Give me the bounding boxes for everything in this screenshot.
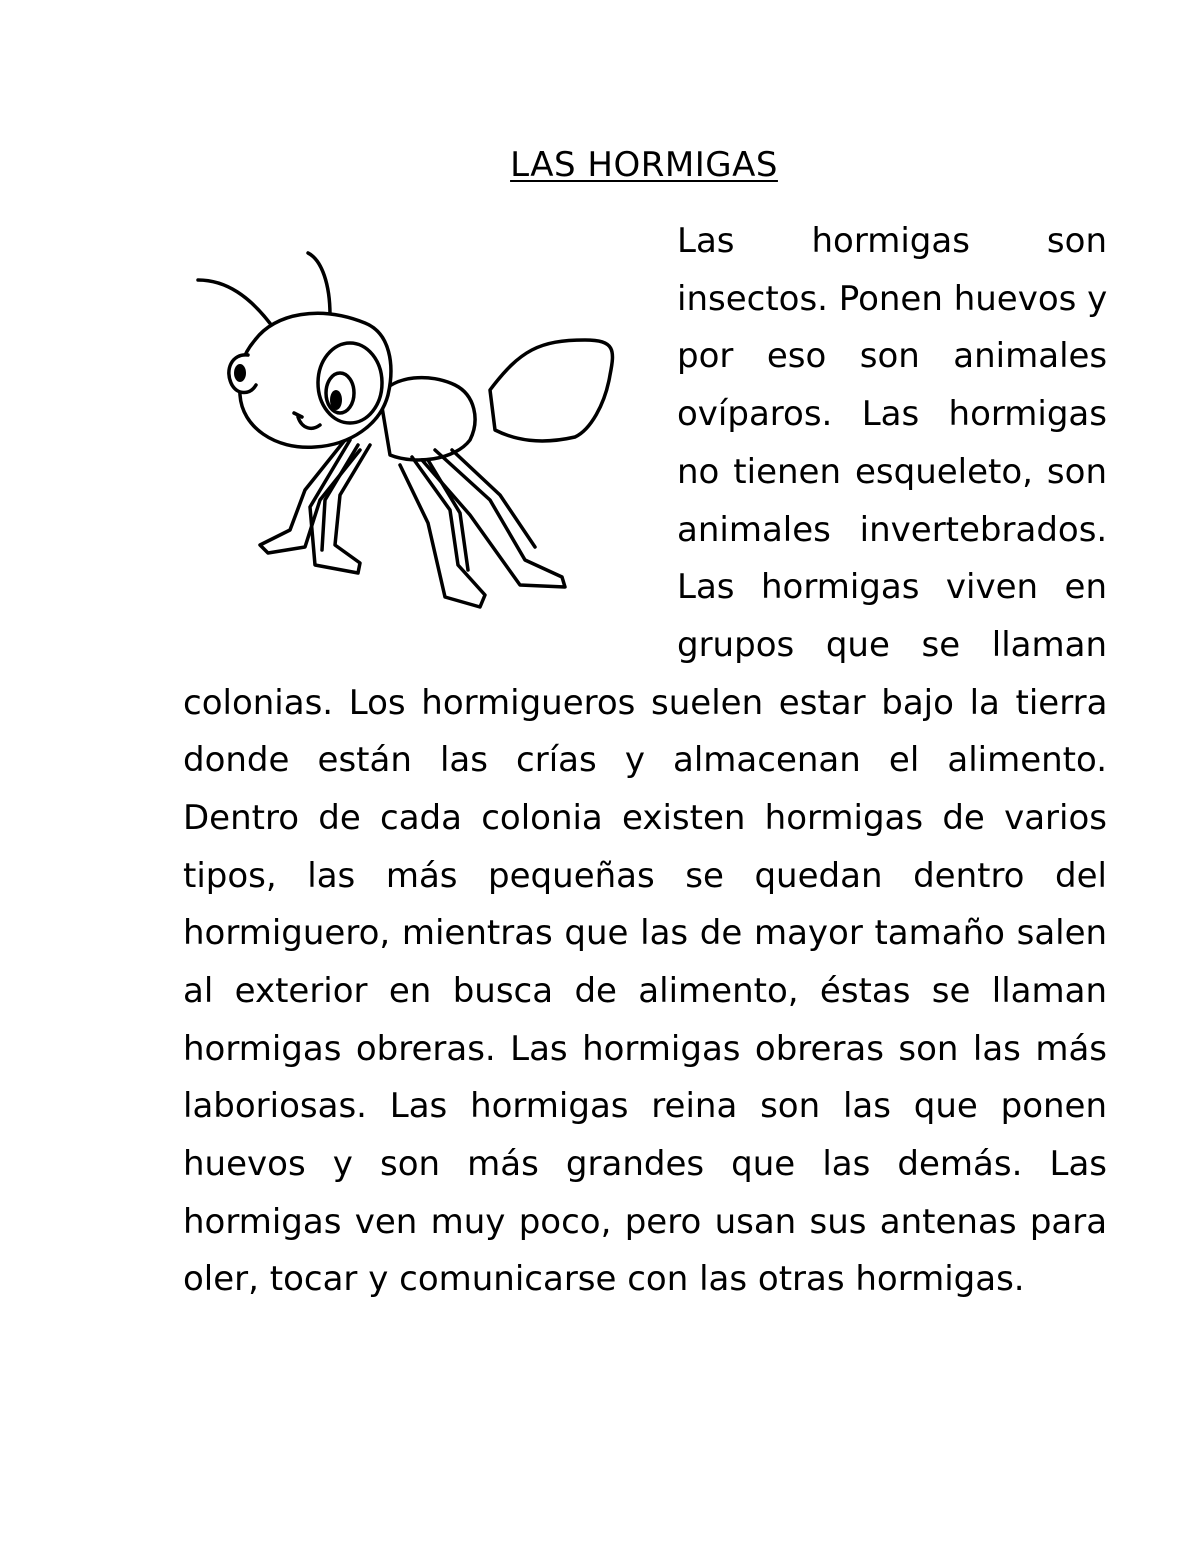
text-line: hormigas obreras. Las hormigas obreras son las más (183, 1029, 1107, 1069)
text-line: tipos, las más pequeñas se quedan dentro del (183, 856, 1107, 896)
text-line: grupos que se llaman (677, 625, 1107, 665)
text-line: insectos. Ponen huevos y (677, 279, 1108, 319)
text-line: al exterior en busca de alimento, éstas se llaman (183, 971, 1107, 1011)
text-line: donde están las crías y almacenan el alimento. (183, 740, 1108, 780)
text-line: laboriosas. Las hormigas reina son las que ponen (183, 1086, 1108, 1126)
page-title: LAS HORMIGAS (510, 145, 778, 185)
text-line: Las hormigas son (677, 221, 1107, 261)
text-line: huevos y son más grandes que las demás. Las (183, 1144, 1107, 1184)
text-line: hormigas ven muy poco, pero usan sus antenas para (183, 1202, 1108, 1242)
text-line: hormiguero, mientras que las de mayor tamaño salen (183, 913, 1108, 953)
text-line: animales invertebrados. (677, 510, 1108, 550)
text-line: por eso son animales (677, 336, 1108, 376)
text-line: Las hormigas viven en (677, 567, 1107, 607)
text-line: oler, tocar y comunicarse con las otras hormigas. (183, 1259, 1025, 1299)
ant-illustration-icon (190, 245, 630, 625)
text-line: colonias. Los hormigueros suelen estar bajo la tierra (183, 683, 1108, 723)
text-line: no tienen esqueleto, son (677, 452, 1107, 492)
text-line: Dentro de cada colonia existen hormigas de varios (183, 798, 1107, 838)
text-line: ovíparos. Las hormigas (677, 394, 1107, 434)
ant-illustration (190, 245, 630, 625)
